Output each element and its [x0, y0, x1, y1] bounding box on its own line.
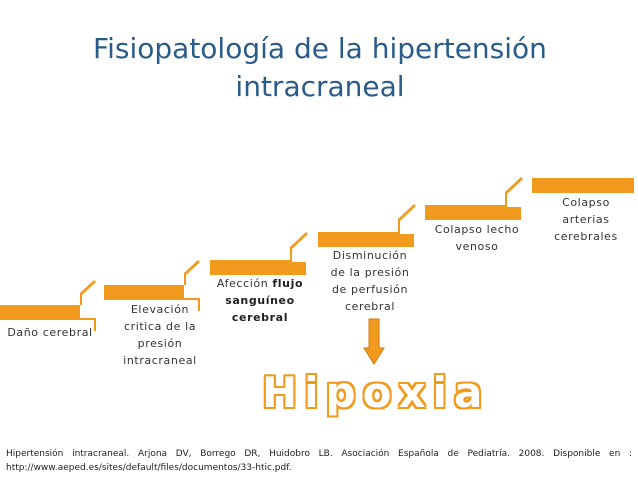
step-2-label: Elevación critica de la presión intracraneal — [123, 303, 197, 367]
stair-riser-1 — [80, 280, 96, 305]
step-4-label: Disminución de la presión de perfusión cerebral — [330, 249, 410, 313]
step-6-label: Colapso arterias cerebrales — [554, 196, 618, 243]
title-line-2: intracraneal — [235, 70, 405, 103]
reference-line-2: http://www.aeped.es/sites/default/files/documentos/33-htic.pdf. — [6, 463, 292, 473]
title-line-1: Fisiopatología de la hipertensión — [93, 32, 547, 65]
bold-word-flujo: flujo — [272, 277, 304, 290]
stair-riser-2 — [184, 260, 200, 285]
reference-citation — [6, 447, 632, 475]
step-1-label: Daño cerebral — [7, 326, 93, 339]
stair-step-4 — [318, 204, 416, 247]
step-5-label: Colapso lecho venoso — [434, 223, 520, 253]
hipoxia-label: Hipoxia — [262, 368, 490, 417]
down-arrow-icon — [363, 318, 385, 366]
step-3-label: Afección flujo sanguíneo cerebral — [216, 277, 304, 324]
reference-line-1: Hipertensión intracraneal. Arjona DV, Borrego DR, Huidobro LB. Asociación Española de Pediatría. 2008. Disponible en : — [6, 449, 632, 459]
stair-step-6 — [532, 178, 634, 193]
stair-step-3 — [210, 232, 308, 275]
stair-step-5 — [425, 177, 523, 220]
